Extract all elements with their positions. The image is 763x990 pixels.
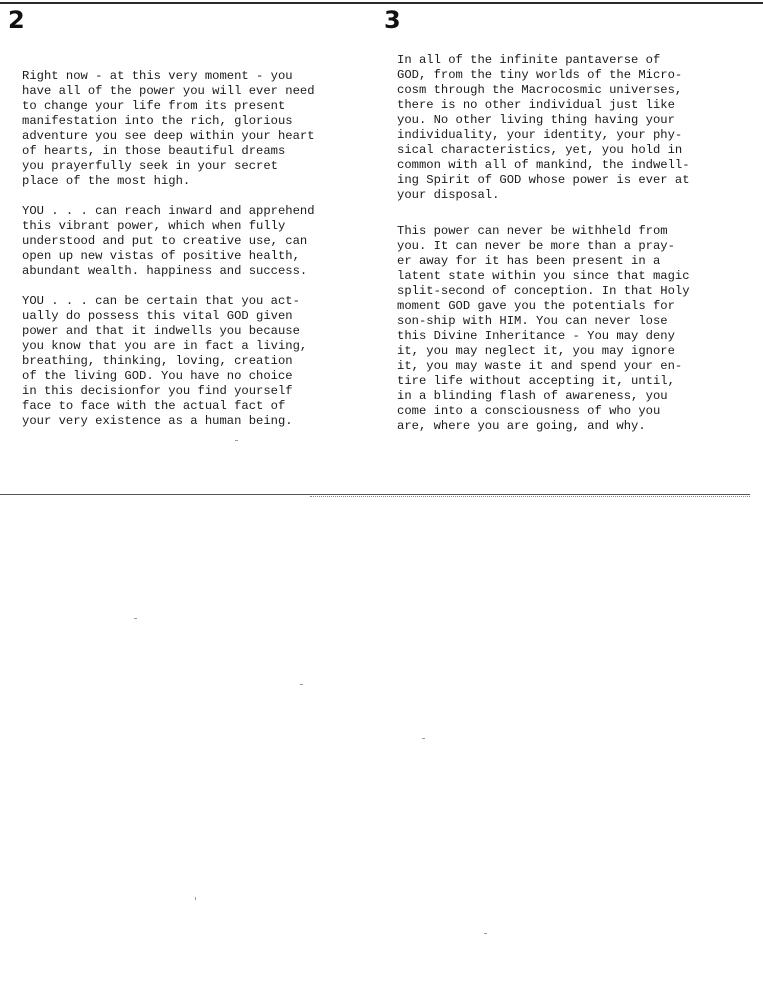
scan-speck — [195, 897, 196, 900]
scan-speck — [134, 618, 137, 619]
scan-speck — [484, 933, 487, 934]
page-divider-rule-faint — [310, 496, 750, 497]
right-paragraph-2: This power can never be withheld from you. It can never be more than a pray- er away for it has been present in a latent state within you since that magic split-second of conception. In that Holy moment GOD gave you the potentials for son-ship with HIM. You can never lose this Divine Inheritance - You may deny it, you may neglect it, you may ignore it, you may waste it and spend your en- tire life without accepting it, until, in a blinding flash of awareness, you come into a consciousness of who you are, where you are going, and why. — [397, 224, 690, 433]
top-rule — [0, 2, 763, 4]
left-paragraph-3: YOU . . . can be certain that you act- ually do possess this vital GOD given power and that it indwells you because you know that you are in fact a living, breathing, thinking, loving, creation of the living GOD. You have no choice in this decisionfor you find yourself face to face with the actual fact of your very existence as a human being. — [22, 294, 308, 428]
scan-speck — [422, 738, 425, 739]
scan-speck — [300, 684, 303, 685]
page-divider-rule — [0, 494, 750, 495]
right-paragraph-1: In all of the infinite pantaverse of GOD, from the tiny worlds of the Micro- cosm through the Macrocosmic universes, there is no other individual just like you. No other living thing having your individuality, your identity, your phy- sical characteristics, yet, you hold in common with all of mankind, the indwell- ing Spirit of GOD whose power is ever at your disposal. — [397, 53, 690, 202]
right-column — [397, 53, 707, 455]
page-number-left: 2 — [8, 6, 25, 34]
scan-speck — [235, 440, 238, 441]
left-paragraph-1: Right now - at this very moment - you have all of the power you will ever need to change your life from its present manifestation into the rich, glorious adventure you see deep within your heart of hearts, in those beautiful dreams you prayerfully seek in your secret place of the most high. — [22, 69, 315, 188]
left-column — [22, 69, 357, 444]
page-number-right: 3 — [384, 6, 401, 34]
left-paragraph-2: YOU . . . can reach inward and apprehend this vibrant power, which when fully understood and put to creative use, can open up new vistas of positive health, abundant wealth. happiness and success. — [22, 204, 315, 278]
